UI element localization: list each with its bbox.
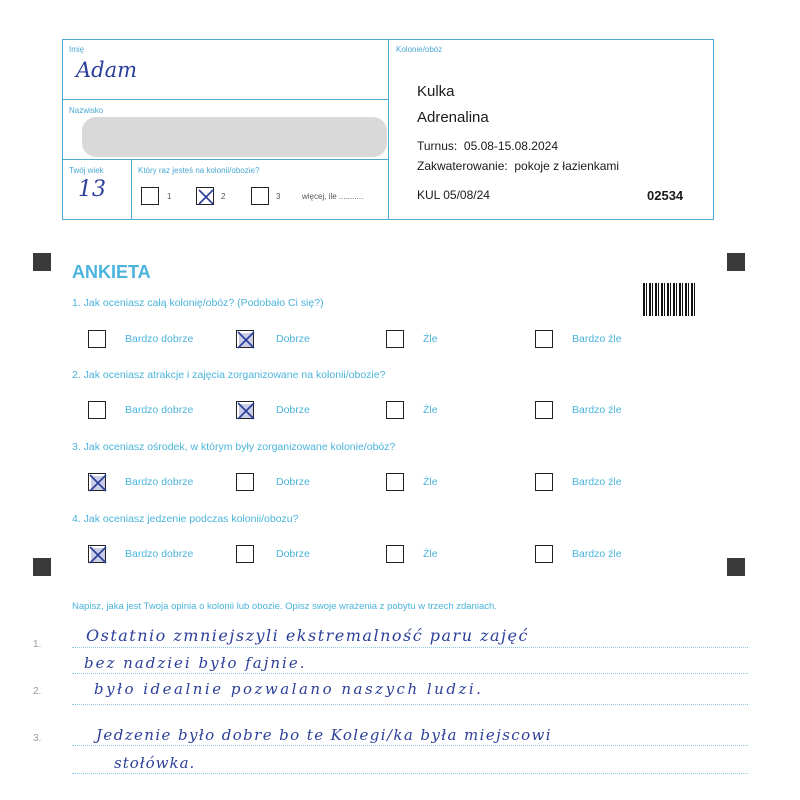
question-2: 2. Jak oceniasz atrakcje i zajęcia zorganizowane na kolonii/obozie?: [72, 369, 386, 381]
q2-option-label-3: Źle: [423, 404, 438, 416]
handwritten-line-5: stołówka.: [114, 754, 196, 772]
first-name-label: Imię: [69, 45, 85, 54]
checked-mark-icon: [235, 400, 257, 422]
registration-marker-top-left: [33, 253, 51, 271]
registration-marker-bottom-right: [727, 558, 745, 576]
q1-option-label-4: Bardzo źle: [572, 333, 622, 345]
age-value: 13: [78, 177, 106, 202]
answer-line-3b: [72, 773, 748, 774]
q1-option-label-3: Źle: [423, 333, 438, 345]
checked-mark-icon: [235, 329, 257, 351]
q4-checkbox-1[interactable]: [88, 545, 106, 563]
times-option-2: 2: [221, 192, 226, 201]
line-number-1: 1.: [33, 639, 42, 650]
line-number-2: 2.: [33, 686, 42, 697]
answer-line-3a: [72, 745, 748, 746]
q4-option-label-3: Źle: [423, 548, 438, 560]
q3-checkbox-2[interactable]: [236, 473, 254, 491]
q3-option-label-2: Dobrze: [276, 476, 310, 488]
registration-marker-top-right: [727, 253, 745, 271]
times-checkbox-3[interactable]: [251, 187, 269, 205]
q3-checkbox-1[interactable]: [88, 473, 106, 491]
age-divider: [131, 159, 132, 220]
line-number-3: 3.: [33, 733, 42, 744]
registration-marker-bottom-left: [33, 558, 51, 576]
times-checkbox-1[interactable]: [141, 187, 159, 205]
barcode: [643, 283, 697, 316]
checked-mark-icon: [87, 544, 109, 566]
q4-checkbox-3[interactable]: [386, 545, 404, 563]
row-divider-1: [62, 99, 389, 100]
question-4: 4. Jak oceniasz jedzenie podczas kolonii/obozu?: [72, 513, 299, 525]
q2-checkbox-4[interactable]: [535, 401, 553, 419]
accommodation: Zakwaterowanie: pokoje z łazienkami: [417, 159, 620, 173]
q2-option-label-2: Dobrze: [276, 404, 310, 416]
handwritten-line-4: Jedzenie było dobre bo te Kolegi/ka była miejscowi: [96, 726, 552, 744]
handwritten-line-1: Ostatnio zmniejszyli ekstremalność paru zajęć: [86, 626, 529, 645]
camp-label: Kolonie/obóz: [396, 45, 443, 54]
q2-option-label-4: Bardzo źle: [572, 404, 622, 416]
q3-option-label-4: Bardzo źle: [572, 476, 622, 488]
form-number: 02534: [647, 188, 684, 203]
q4-option-label-2: Dobrze: [276, 548, 310, 560]
question-3: 3. Jak oceniasz ośrodek, w którym były zorganizowane kolonie/obóz?: [72, 441, 396, 453]
q3-option-label-3: Źle: [423, 476, 438, 488]
row-divider-2: [62, 159, 389, 160]
q3-option-label-1: Bardzo dobrze: [125, 476, 194, 488]
q4-checkbox-2[interactable]: [236, 545, 254, 563]
survey-title: ANKIETA: [72, 262, 151, 282]
q2-checkbox-1[interactable]: [88, 401, 106, 419]
camp-name-2: Adrenalina: [417, 109, 489, 126]
q4-option-label-4: Bardzo źle: [572, 548, 622, 560]
checked-mark-icon: [87, 472, 109, 494]
last-name-label: Nazwisko: [69, 106, 104, 115]
answer-line-2: [72, 704, 748, 705]
checked-mark-icon: [195, 186, 217, 208]
handwritten-line-3: było idealnie pozwalano naszych ludzi.: [94, 680, 484, 698]
times-option-more: więcej, ile ...........: [302, 192, 364, 201]
q1-checkbox-4[interactable]: [535, 330, 553, 348]
q1-option-label-2: Dobrze: [276, 333, 310, 345]
q3-checkbox-3[interactable]: [386, 473, 404, 491]
age-label: Twój wiek: [69, 166, 104, 175]
q1-option-label-1: Bardzo dobrze: [125, 333, 194, 345]
q2-checkbox-2[interactable]: [236, 401, 254, 419]
camp-code: KUL 05/08/24: [417, 188, 490, 202]
q1-checkbox-2[interactable]: [236, 330, 254, 348]
first-name-value: Adam: [76, 58, 138, 82]
opinion-prompt: Napisz, jaka jest Twoja opinia o kolonii lub obozie. Opisz swoje wrażenia z pobytu w trzech zdaniach.: [72, 601, 497, 612]
q4-checkbox-4[interactable]: [535, 545, 553, 563]
q1-checkbox-1[interactable]: [88, 330, 106, 348]
q1-checkbox-3[interactable]: [386, 330, 404, 348]
answer-line-1a: [72, 647, 748, 648]
q2-option-label-1: Bardzo dobrze: [125, 404, 194, 416]
turnus-dates: Turnus: 05.08-15.08.2024: [417, 139, 558, 153]
answer-line-1b: [72, 673, 748, 674]
camp-name-1: Kulka: [417, 83, 455, 100]
redacted-last-name: [82, 117, 387, 157]
handwritten-line-2: bez nadziei było fajnie.: [84, 654, 307, 672]
question-1: 1. Jak oceniasz całą kolonię/obóz? (Podobało Ci się?): [72, 297, 324, 309]
times-checkbox-2[interactable]: [196, 187, 214, 205]
times-label: Który raz jesteś na kolonii/obozie?: [138, 166, 260, 175]
q4-option-label-1: Bardzo dobrze: [125, 548, 194, 560]
q2-checkbox-3[interactable]: [386, 401, 404, 419]
times-option-3: 3: [276, 192, 281, 201]
times-option-1: 1: [167, 192, 172, 201]
q3-checkbox-4[interactable]: [535, 473, 553, 491]
